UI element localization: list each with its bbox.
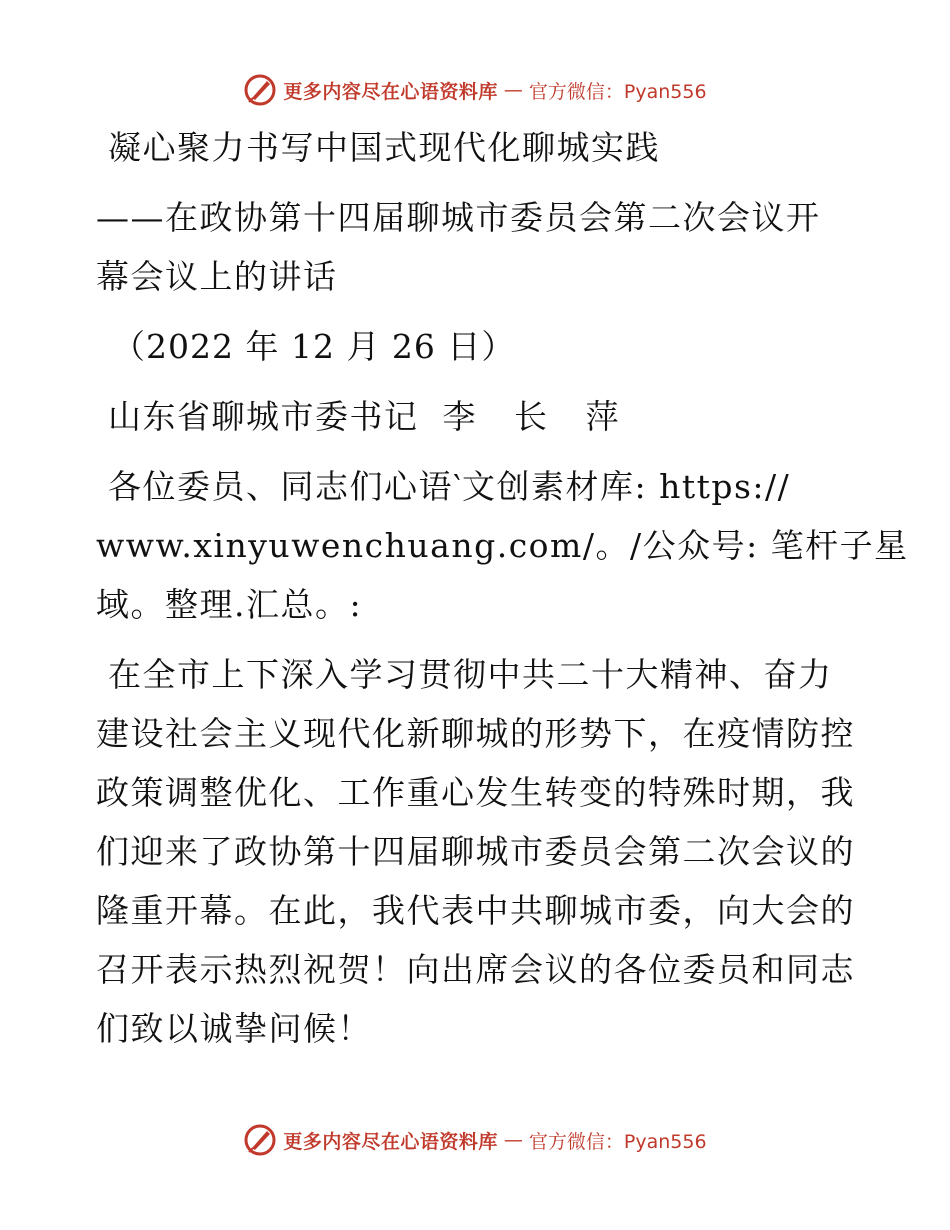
- body-line-1: 在全市上下深入学习贯彻中共二十大精神、奋力: [108, 655, 833, 694]
- banner-main-text: 更多内容尽在心语资料库: [283, 80, 498, 103]
- body-line-5: 隆重开幕。在此，我代表中共聊城市委，向大会的: [96, 891, 855, 930]
- body-line-2: 建设社会主义现代化新聊城的形势下，在疫情防控: [96, 714, 855, 753]
- document-date: （2022 年 12 月 26 日）: [112, 327, 516, 366]
- banner-separator: —: [503, 1129, 523, 1151]
- document-content: [96, 118, 909, 1058]
- banner-separator: —: [503, 79, 523, 101]
- greeting-line-3: 域。整理.汇总。:: [96, 585, 363, 624]
- document-subtitle-line-2: 幕会议上的讲话: [96, 257, 338, 296]
- greeting-line-2: www.xinyuwenchuang.com/。/公众号: 笔杆子星: [96, 526, 909, 565]
- banner-contact-text: 官方微信：Pyan556: [528, 1130, 707, 1153]
- author-role: 山东省聊城市委书记: [108, 397, 419, 436]
- body-line-4: 们迎来了政协第十四届聊城市委员会第二次会议的: [96, 832, 855, 871]
- banner-contact-text: 官方微信：Pyan556: [528, 80, 707, 103]
- banner-main-text: 更多内容尽在心语资料库: [283, 1130, 498, 1153]
- banner-inner: [243, 1123, 706, 1157]
- author-name: 李 长 萍: [442, 397, 633, 436]
- body-line-3: 政策调整优化、工作重心发生转变的特殊时期，我: [96, 773, 855, 812]
- document-author: [96, 387, 856, 446]
- quill-logo-icon: [243, 1123, 277, 1157]
- document-subtitle-line-1: ——在政协第十四届聊城市委员会第二次会议开: [96, 198, 821, 237]
- body-line-7: 们致以诚挚问候！: [96, 1009, 372, 1048]
- header-watermark-banner: [0, 70, 950, 110]
- footer-watermark-banner: [0, 1120, 950, 1160]
- document-title: 凝心聚力书写中国式现代化聊城实践: [108, 128, 660, 167]
- body-line-6: 召开表示热烈祝贺！向出席会议的各位委员和同志: [96, 950, 855, 989]
- greeting-line-1: 各位委员、同志们心语‵文创素材库: https://: [108, 467, 791, 506]
- banner-inner: [243, 73, 706, 107]
- quill-logo-icon: [243, 73, 277, 107]
